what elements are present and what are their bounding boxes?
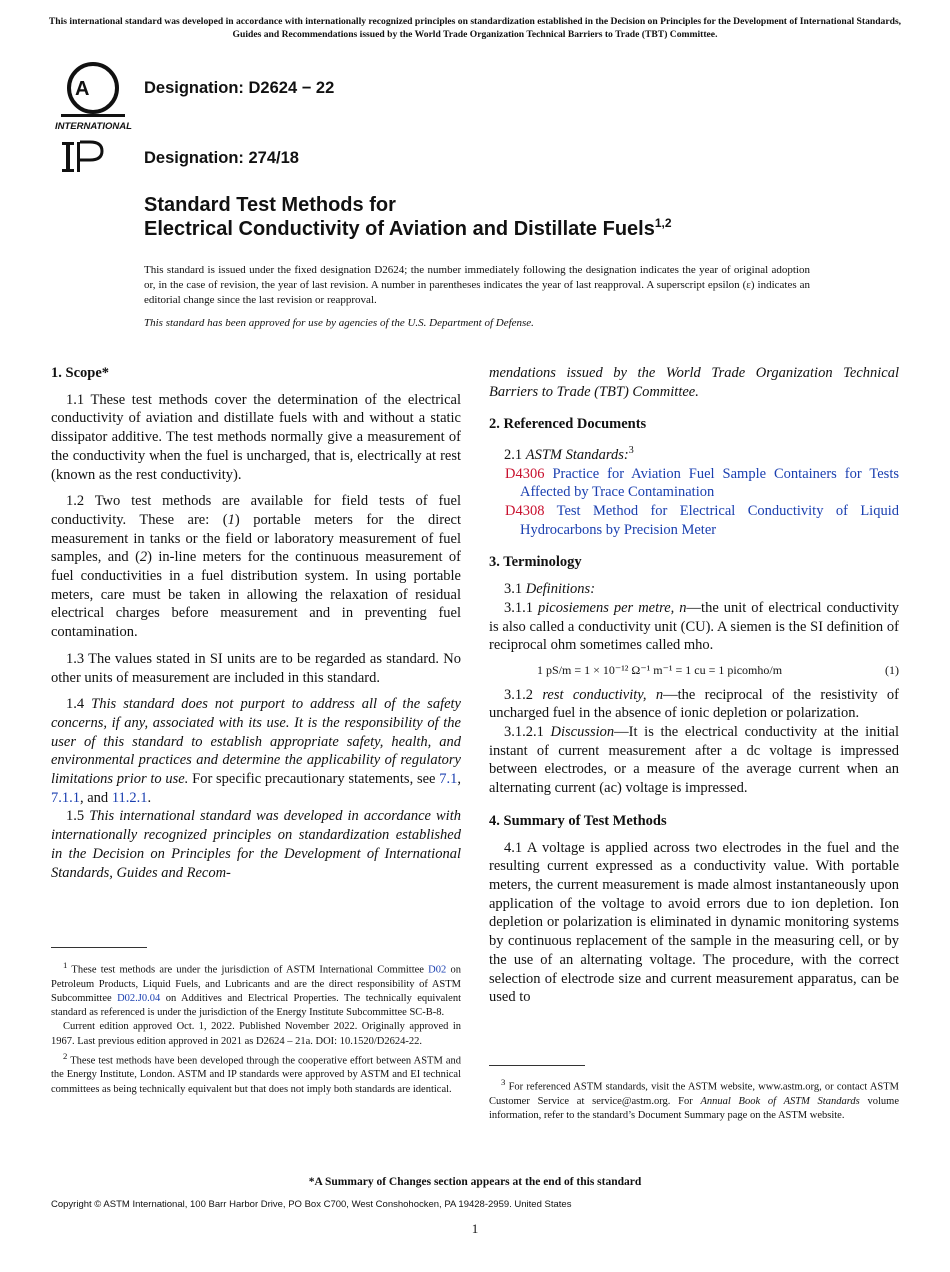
equation-1: 1 pS/m = 1 × 10⁻¹² Ω⁻¹ m⁻¹ = 1 cu = 1 picomho/m (1)	[537, 662, 899, 677]
footnote-rule-right	[489, 1065, 585, 1066]
astm-logo	[53, 58, 133, 134]
top-notice: This international standard was developed in accordance with internationally recognized principles on standardization established in the Decision on Principles for the Development of International Standards, Guides and Recommendations issued by the World Trade Organization Technical Barriers to Trade (TBT) Committee.	[48, 16, 902, 40]
dod-approval: This standard has been approved for use by agencies of the U.S. Department of Defense.	[144, 317, 534, 329]
copyright: Copyright © ASTM International, 100 Barr Harbor Drive, PO Box C700, West Conshohocken, PA 19428-2959. United States	[51, 1199, 572, 1210]
paragraph-1-5-continued: mendations issued by the World Trade Organization Technical Barriers to Trade (TBT) Committee.	[489, 365, 899, 400]
link-11-2-1[interactable]: 11.2.1	[111, 789, 148, 806]
paragraph-1-1: 1.1 These test methods cover the determination of the electrical conductivity of aviation and distillate fuels with and without a static dissipator additive. The test methods normally give a measurement of the conductivity when the fuel is uncharged, that is, electrically at rest (known as the rest conductivity).	[51, 391, 461, 483]
title-line-1: Standard Test Methods for	[144, 194, 396, 216]
edition-note: Current edition approved Oct. 1, 2022. Published November 2022. Originally approved in 1967. Last previous edition approved in 2021 as D2624 – 21a. DOI: 10.1520/D2624-22.	[51, 1021, 461, 1047]
paragraph-4-1: 4.1 A voltage is applied across two electrodes in the fuel and the resulting current expressed as a conductivity value. With portable meters, the current measurement is made almost instantaneously upon application of the voltage to avoid errors due to ion depletion. Ion depletion or polarization is eliminated in dynamic monitoring systems by continuous replacement of the sample in the measuring cell, or by the use of an alternating voltage. The procedure, with the correct selection of electrode size and current measurement apparatus, can be used to	[489, 839, 899, 1006]
terminology-heading: 3. Terminology	[489, 554, 582, 571]
reference-d4306[interactable]: D4306 Practice for Aviation Fuel Sample Containers for Tests Affected by Trace Contamination	[505, 465, 899, 501]
footnote-1: $^1$ These test methods are under the jurisdiction of ASTM International Committee D02 on Petroleum Products, Liquid Fuels, and Lubricants and are the direct responsibility of ASTM Subcommittee D02.J0.04 on Additives and Electrical Properties. The technically equivalent standard as referenced is under the jurisdiction of the Energy Institute Subcommittee SC-B-8.	[51, 960, 461, 1019]
svg-text:A: A	[75, 78, 90, 100]
title-line-2: Electrical Conductivity of Aviation and Distillate Fuels	[144, 218, 655, 240]
designation-ip: Designation: 274/18	[144, 149, 299, 167]
term-3-1-2-1: 3.1.2.1 Discussion—It is the electrical conductivity at the initial instant of current measurement after a dc voltage is impressed between electrodes, or a measure of the average current when an alternating current (ac) voltage is impressed.	[489, 724, 900, 797]
footnote-3: $^3$ For referenced ASTM standards, visit the ASTM website, www.astm.org, or contact ASTM Customer Service at service@astm.org. For Annual Book of ASTM Standards volume information, refer to the standard’s Document Summary page on the ASTM website.	[489, 1077, 899, 1121]
referenced-documents-heading: 2. Referenced Documents	[489, 416, 647, 433]
issued-statement: This standard is issued under the fixed designation D2624; the number immediately following the designation indicates the year of original adoption or, in the case of revision, the year of last revision. A number in parentheses indicates the year of last reapproval. A superscript epsilon (ε) indicates an editorial change since the last revision or reapproval.	[144, 264, 810, 306]
summary-of-changes-note: *A Summary of Changes section appears at the end of this standard	[308, 1176, 642, 1188]
footnotes-right	[489, 1075, 899, 1123]
page-number: 1	[471, 1221, 479, 1236]
footnotes-left	[51, 958, 461, 1097]
definitions-label: 3.1 Definitions:	[504, 581, 596, 598]
footnote-2: $^2$ These test methods have been developed through the cooperative effort between ASTM and the Energy Institute, London. ASTM and IP standards were approved by ASTM and EI technical committees as being technically equivalent but that does not imply both standards are identical.	[51, 1050, 461, 1095]
title-footnote-ref: 1,2	[654, 216, 672, 230]
astm-logo-text: INTERNATIONAL	[55, 121, 132, 132]
paragraph-1-5: 1.5 This international standard was developed in accordance with internationally recognized principles on standardization established in the Decision on Principles for the Development of International Standards, Guides and Recom-	[51, 808, 461, 881]
paragraph-1-4: 1.4 This standard does not purport to address all of the safety concerns, if any, associated with its use. It is the responsibility of the user of this standard to establish appropriate safety, health, and environmental practices and determine the applicability of regulatory limitations prior to use. For specific precautionary statements, see 7.1, 7.1.1, and 11.2.1.	[51, 696, 461, 806]
term-3-1-1: 3.1.1 picosiemens per metre, n—the unit of electrical conductivity is also called a conductivity unit (CU). A siemen is the SI definition of reciprocal ohm sometimes called mho.	[489, 599, 899, 654]
footnote-rule-left	[51, 947, 147, 948]
designation-astm: Designation: D2624 − 22	[144, 79, 335, 97]
reference-d4308[interactable]: D4308 Test Method for Electrical Conductivity of Liquid Hydrocarbons by Precision Meter	[505, 503, 899, 538]
astm-standards-label: 2.1 ASTM Standards:$^3$	[504, 445, 634, 463]
right-column	[489, 364, 899, 1007]
summary-heading: 4. Summary of Test Methods	[489, 812, 667, 829]
link-7-1[interactable]: 7.1	[439, 771, 458, 788]
link-7-1-1[interactable]: 7.1.1	[51, 789, 80, 806]
link-d02[interactable]: D02	[428, 964, 447, 976]
left-column	[51, 364, 461, 882]
paragraph-1-3: 1.3 The values stated in SI units are to be regarded as standard. No other units of measurement are included in this standard.	[51, 650, 461, 686]
scope-heading: 1. Scope*	[51, 365, 109, 381]
ip-logo	[60, 138, 106, 176]
link-d02-j0-04[interactable]: D02.J0.04	[117, 992, 161, 1004]
term-3-1-2: 3.1.2 rest conductivity, n—the reciprocal of the resistivity of uncharged fuel in the absence of ionic depletion or polarization.	[489, 686, 899, 722]
paragraph-1-2: 1.2 Two test methods are available for field tests of fuel conductivity. These are: (1) portable meters for the direct measurement in tanks or the field or laboratory measurement of fuel samples, and (2) in-line meters for the continuous measurement of fuel conductivities in a fuel distribution system. In using portable meters, care must be taken in allowing the relaxation of residual electrical charges before measurement and in preventing fuel contamination.	[51, 493, 461, 641]
document-title	[144, 193, 672, 241]
